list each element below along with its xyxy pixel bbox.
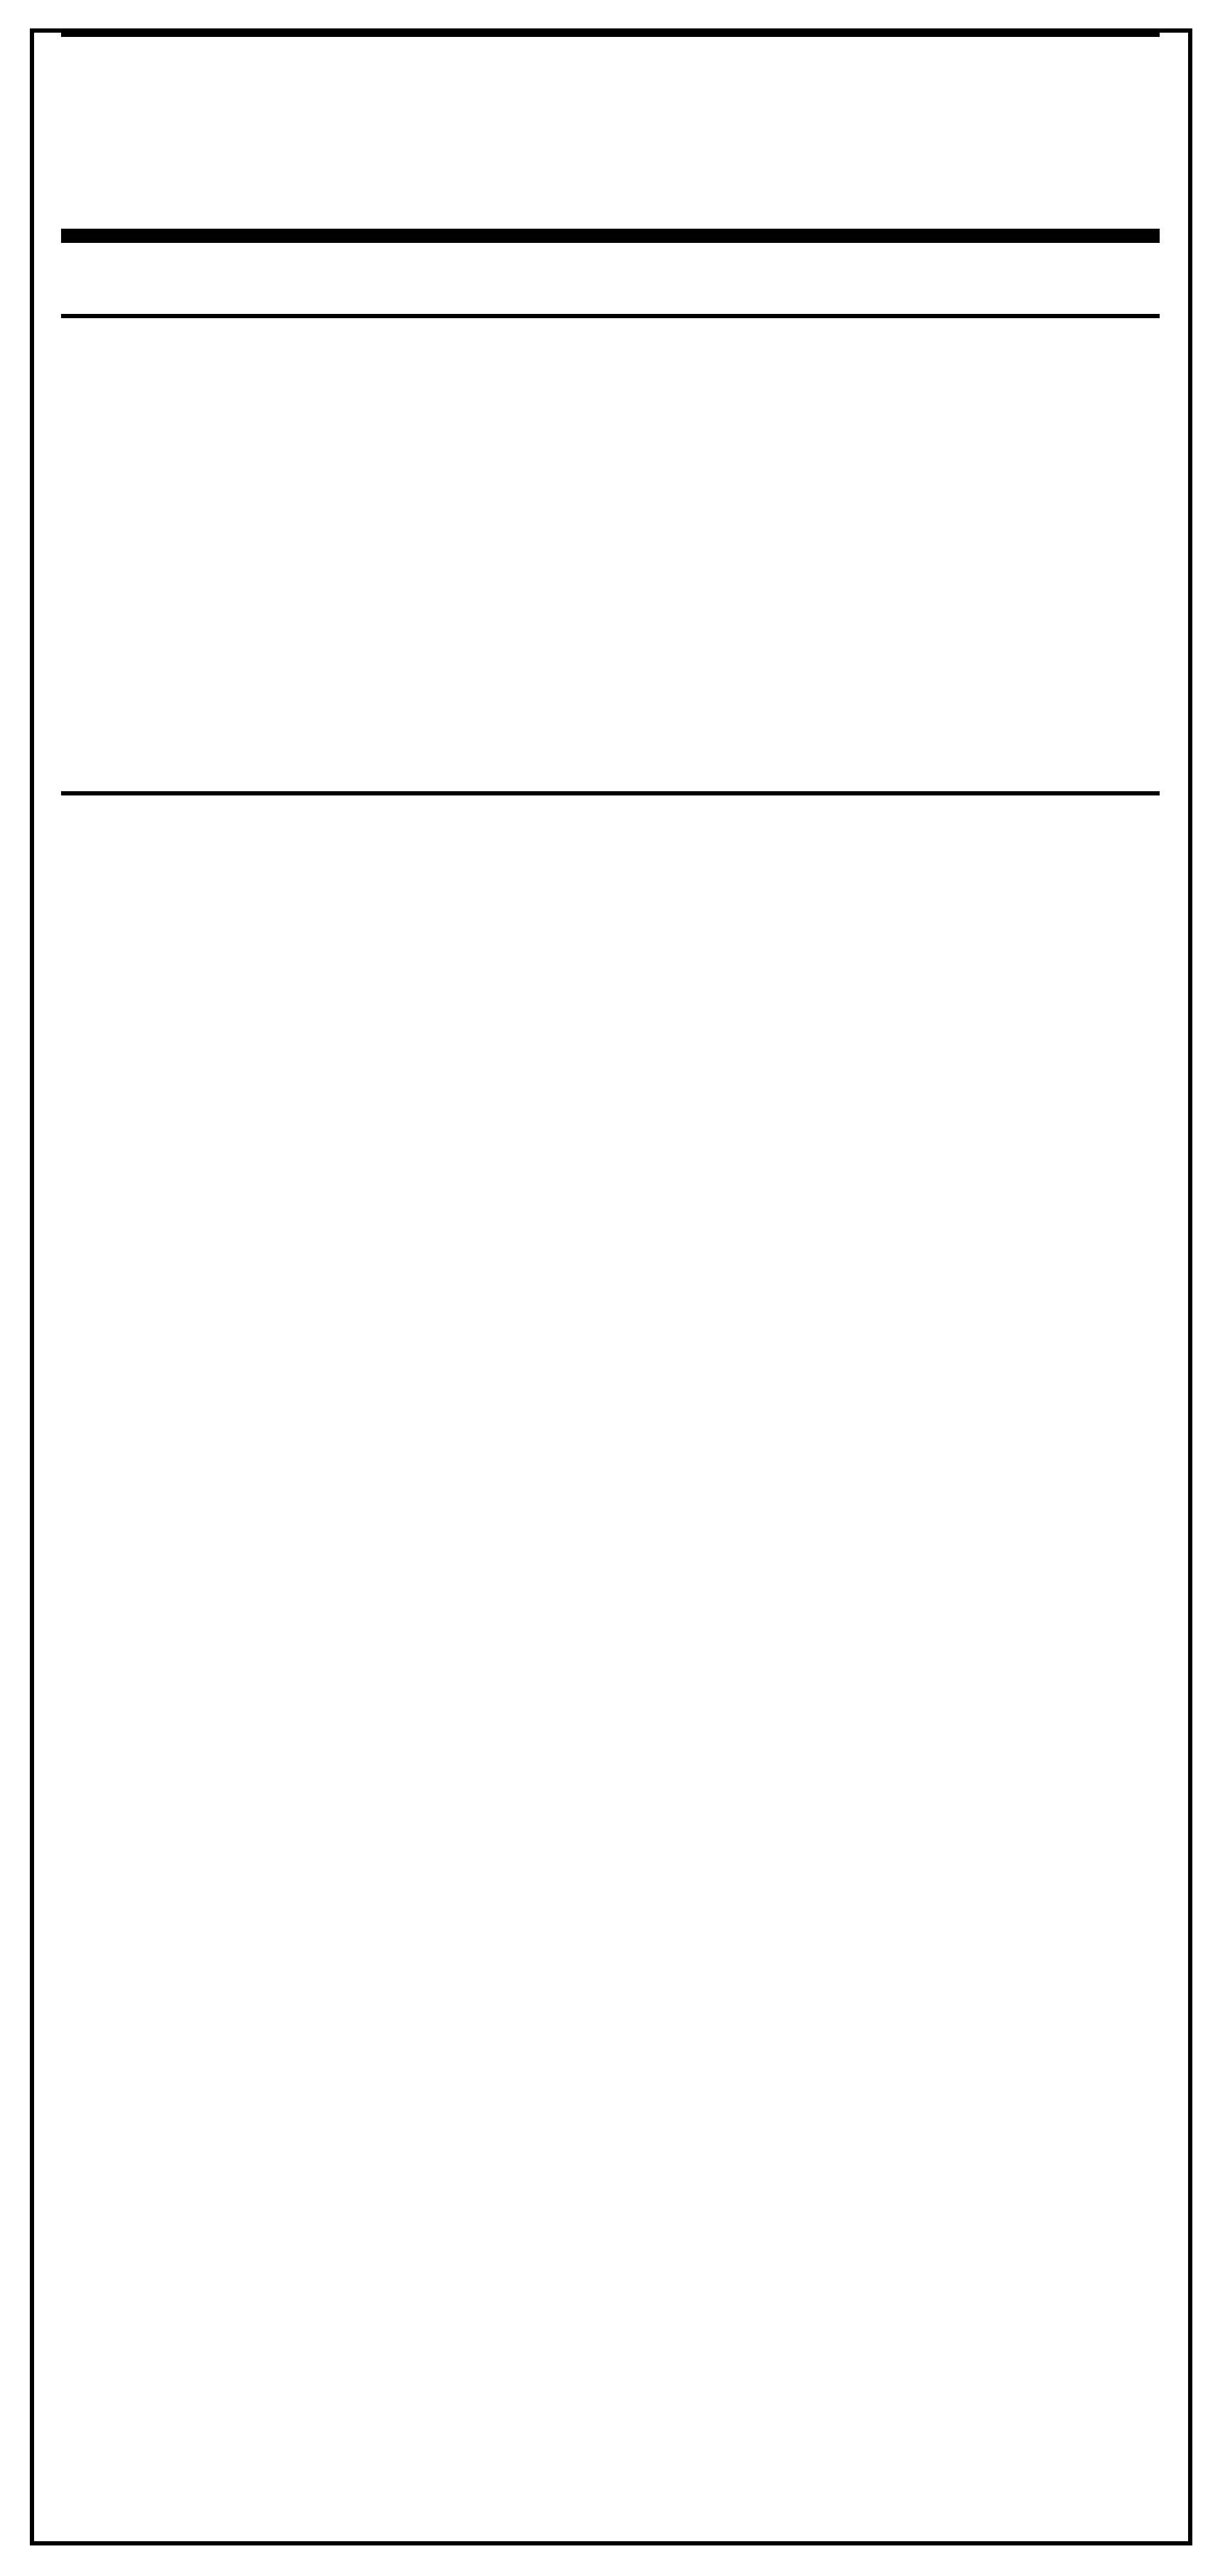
table-header xyxy=(61,260,1160,314)
nutrition-label xyxy=(30,28,1192,2545)
footnote-divider xyxy=(61,33,1160,37)
vitamins-heading-row xyxy=(61,808,1160,862)
energy-row xyxy=(61,330,1160,436)
header-divider xyxy=(61,314,1160,318)
thick-divider xyxy=(61,229,1160,243)
macros-divider xyxy=(61,791,1160,795)
